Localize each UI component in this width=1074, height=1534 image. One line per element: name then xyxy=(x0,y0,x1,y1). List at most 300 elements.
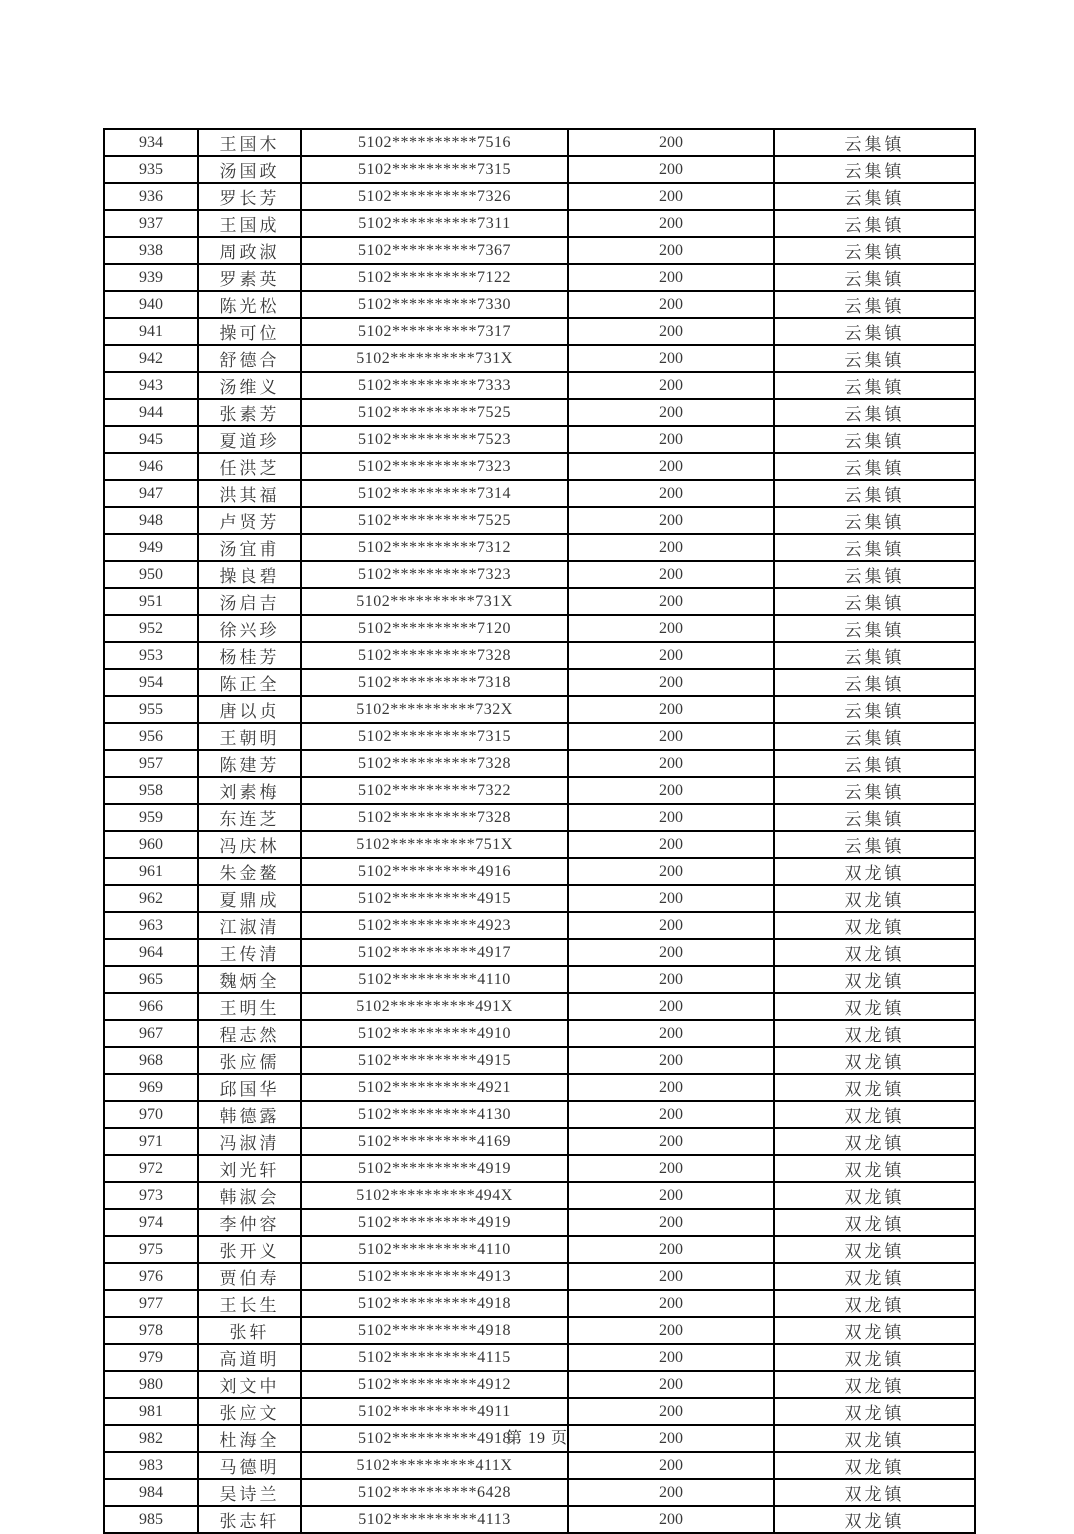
cell-row-number: 975 xyxy=(104,1236,198,1263)
cell-amount: 200 xyxy=(568,777,774,804)
cell-person-name: 张轩 xyxy=(198,1317,301,1344)
cell-amount: 200 xyxy=(568,183,774,210)
cell-id-number: 5102**********4130 xyxy=(301,1101,568,1128)
table-row xyxy=(104,426,975,453)
cell-row-number: 936 xyxy=(104,183,198,210)
cell-row-number: 944 xyxy=(104,399,198,426)
cell-row-number: 949 xyxy=(104,534,198,561)
cell-row-number: 969 xyxy=(104,1074,198,1101)
table-row xyxy=(104,1263,975,1290)
cell-person-name: 邱国华 xyxy=(198,1074,301,1101)
cell-row-number: 960 xyxy=(104,831,198,858)
cell-town: 双龙镇 xyxy=(774,1452,975,1479)
table-row xyxy=(104,453,975,480)
table-row xyxy=(104,156,975,183)
cell-town: 云集镇 xyxy=(774,318,975,345)
cell-row-number: 963 xyxy=(104,912,198,939)
table-row xyxy=(104,1074,975,1101)
cell-town: 云集镇 xyxy=(774,183,975,210)
cell-town: 云集镇 xyxy=(774,426,975,453)
cell-id-number: 5102**********7328 xyxy=(301,750,568,777)
table-row xyxy=(104,129,975,156)
table-row xyxy=(104,1128,975,1155)
cell-amount: 200 xyxy=(568,1506,774,1533)
cell-row-number: 983 xyxy=(104,1452,198,1479)
cell-row-number: 945 xyxy=(104,426,198,453)
cell-amount: 200 xyxy=(568,1074,774,1101)
cell-person-name: 汤国政 xyxy=(198,156,301,183)
cell-amount: 200 xyxy=(568,534,774,561)
table-row xyxy=(104,831,975,858)
table-row xyxy=(104,642,975,669)
cell-person-name: 张志轩 xyxy=(198,1506,301,1533)
cell-amount: 200 xyxy=(568,426,774,453)
cell-amount: 200 xyxy=(568,696,774,723)
cell-amount: 200 xyxy=(568,1263,774,1290)
cell-person-name: 王明生 xyxy=(198,993,301,1020)
cell-town: 云集镇 xyxy=(774,237,975,264)
table-row xyxy=(104,966,975,993)
table-row xyxy=(104,1290,975,1317)
cell-id-number: 5102**********731X xyxy=(301,345,568,372)
cell-amount: 200 xyxy=(568,750,774,777)
cell-amount: 200 xyxy=(568,615,774,642)
table-row xyxy=(104,912,975,939)
cell-id-number: 5102**********7314 xyxy=(301,480,568,507)
cell-town: 云集镇 xyxy=(774,777,975,804)
table-body xyxy=(104,129,975,1533)
cell-id-number: 5102**********7525 xyxy=(301,507,568,534)
cell-person-name: 卢贤芳 xyxy=(198,507,301,534)
cell-person-name: 王国木 xyxy=(198,129,301,156)
cell-town: 云集镇 xyxy=(774,210,975,237)
cell-person-name: 刘素梅 xyxy=(198,777,301,804)
cell-person-name: 高道明 xyxy=(198,1344,301,1371)
cell-town: 云集镇 xyxy=(774,534,975,561)
cell-amount: 200 xyxy=(568,318,774,345)
cell-person-name: 魏炳全 xyxy=(198,966,301,993)
table-row xyxy=(104,318,975,345)
cell-id-number: 5102**********491X xyxy=(301,993,568,1020)
cell-row-number: 955 xyxy=(104,696,198,723)
cell-id-number: 5102**********4912 xyxy=(301,1371,568,1398)
table-row xyxy=(104,210,975,237)
cell-person-name: 任洪芝 xyxy=(198,453,301,480)
table-row xyxy=(104,1209,975,1236)
cell-row-number: 942 xyxy=(104,345,198,372)
cell-row-number: 974 xyxy=(104,1209,198,1236)
cell-amount: 200 xyxy=(568,1128,774,1155)
cell-row-number: 968 xyxy=(104,1047,198,1074)
cell-person-name: 王传清 xyxy=(198,939,301,966)
table-row xyxy=(104,264,975,291)
cell-person-name: 吴诗兰 xyxy=(198,1479,301,1506)
cell-row-number: 971 xyxy=(104,1128,198,1155)
cell-id-number: 5102**********4110 xyxy=(301,966,568,993)
cell-id-number: 5102**********494X xyxy=(301,1182,568,1209)
cell-row-number: 979 xyxy=(104,1344,198,1371)
table-row xyxy=(104,1182,975,1209)
cell-id-number: 5102**********7318 xyxy=(301,669,568,696)
cell-town: 云集镇 xyxy=(774,480,975,507)
cell-id-number: 5102**********4169 xyxy=(301,1128,568,1155)
cell-row-number: 978 xyxy=(104,1317,198,1344)
cell-row-number: 953 xyxy=(104,642,198,669)
cell-id-number: 5102**********4921 xyxy=(301,1074,568,1101)
table-row xyxy=(104,588,975,615)
cell-amount: 200 xyxy=(568,345,774,372)
cell-amount: 200 xyxy=(568,1479,774,1506)
cell-person-name: 操可位 xyxy=(198,318,301,345)
cell-town: 双龙镇 xyxy=(774,1263,975,1290)
cell-person-name: 江淑清 xyxy=(198,912,301,939)
cell-person-name: 韩淑会 xyxy=(198,1182,301,1209)
cell-id-number: 5102**********7317 xyxy=(301,318,568,345)
cell-amount: 200 xyxy=(568,372,774,399)
cell-person-name: 王国成 xyxy=(198,210,301,237)
cell-id-number: 5102**********7330 xyxy=(301,291,568,318)
cell-amount: 200 xyxy=(568,804,774,831)
cell-row-number: 977 xyxy=(104,1290,198,1317)
cell-amount: 200 xyxy=(568,1371,774,1398)
cell-amount: 200 xyxy=(568,885,774,912)
cell-town: 双龙镇 xyxy=(774,1047,975,1074)
cell-person-name: 张应文 xyxy=(198,1398,301,1425)
cell-id-number: 5102**********7120 xyxy=(301,615,568,642)
table-row xyxy=(104,1371,975,1398)
cell-id-number: 5102**********7315 xyxy=(301,723,568,750)
cell-town: 云集镇 xyxy=(774,588,975,615)
cell-town: 云集镇 xyxy=(774,561,975,588)
cell-person-name: 陈光松 xyxy=(198,291,301,318)
cell-town: 双龙镇 xyxy=(774,858,975,885)
cell-id-number: 5102**********7328 xyxy=(301,804,568,831)
cell-town: 云集镇 xyxy=(774,804,975,831)
cell-id-number: 5102**********4115 xyxy=(301,1344,568,1371)
table-row xyxy=(104,507,975,534)
cell-amount: 200 xyxy=(568,1182,774,1209)
cell-id-number: 5102**********732X xyxy=(301,696,568,723)
cell-amount: 200 xyxy=(568,912,774,939)
cell-row-number: 956 xyxy=(104,723,198,750)
cell-person-name: 张素芳 xyxy=(198,399,301,426)
cell-town: 双龙镇 xyxy=(774,966,975,993)
cell-row-number: 957 xyxy=(104,750,198,777)
cell-person-name: 东连芝 xyxy=(198,804,301,831)
cell-town: 双龙镇 xyxy=(774,939,975,966)
cell-row-number: 954 xyxy=(104,669,198,696)
table-row xyxy=(104,1344,975,1371)
table-row xyxy=(104,480,975,507)
cell-id-number: 5102**********4917 xyxy=(301,939,568,966)
table-row xyxy=(104,669,975,696)
cell-person-name: 汤启吉 xyxy=(198,588,301,615)
cell-id-number: 5102**********4913 xyxy=(301,1263,568,1290)
cell-person-name: 汤维义 xyxy=(198,372,301,399)
table-row xyxy=(104,1452,975,1479)
cell-amount: 200 xyxy=(568,588,774,615)
cell-id-number: 5102**********4918 xyxy=(301,1290,568,1317)
table-row xyxy=(104,291,975,318)
cell-amount: 200 xyxy=(568,1452,774,1479)
table-row xyxy=(104,372,975,399)
cell-town: 云集镇 xyxy=(774,669,975,696)
cell-id-number: 5102**********4910 xyxy=(301,1020,568,1047)
cell-person-name: 徐兴珍 xyxy=(198,615,301,642)
cell-id-number: 5102**********4919 xyxy=(301,1155,568,1182)
cell-town: 云集镇 xyxy=(774,291,975,318)
cell-person-name: 杨桂芳 xyxy=(198,642,301,669)
cell-person-name: 程志然 xyxy=(198,1020,301,1047)
cell-row-number: 940 xyxy=(104,291,198,318)
table-row xyxy=(104,1101,975,1128)
cell-amount: 200 xyxy=(568,1209,774,1236)
cell-id-number: 5102**********4915 xyxy=(301,885,568,912)
cell-id-number: 5102**********4110 xyxy=(301,1236,568,1263)
table-row xyxy=(104,804,975,831)
cell-id-number: 5102**********7315 xyxy=(301,156,568,183)
cell-person-name: 杜海全 xyxy=(198,1425,301,1452)
cell-row-number: 941 xyxy=(104,318,198,345)
cell-town: 云集镇 xyxy=(774,615,975,642)
table-row xyxy=(104,561,975,588)
cell-town: 双龙镇 xyxy=(774,1425,975,1452)
cell-id-number: 5102**********4918 xyxy=(301,1425,568,1452)
cell-amount: 200 xyxy=(568,831,774,858)
table-row xyxy=(104,1236,975,1263)
cell-id-number: 5102**********6428 xyxy=(301,1479,568,1506)
cell-id-number: 5102**********4911 xyxy=(301,1398,568,1425)
cell-row-number: 967 xyxy=(104,1020,198,1047)
cell-person-name: 贾伯寿 xyxy=(198,1263,301,1290)
cell-amount: 200 xyxy=(568,291,774,318)
cell-amount: 200 xyxy=(568,966,774,993)
cell-id-number: 5102**********7311 xyxy=(301,210,568,237)
cell-town: 双龙镇 xyxy=(774,1317,975,1344)
cell-id-number: 5102**********4113 xyxy=(301,1506,568,1533)
cell-person-name: 夏鼎成 xyxy=(198,885,301,912)
cell-row-number: 961 xyxy=(104,858,198,885)
table-row xyxy=(104,237,975,264)
cell-town: 云集镇 xyxy=(774,507,975,534)
table-row xyxy=(104,1398,975,1425)
cell-row-number: 938 xyxy=(104,237,198,264)
cell-town: 双龙镇 xyxy=(774,1506,975,1533)
cell-amount: 200 xyxy=(568,669,774,696)
cell-id-number: 5102**********4918 xyxy=(301,1317,568,1344)
cell-row-number: 962 xyxy=(104,885,198,912)
table-row xyxy=(104,993,975,1020)
cell-town: 双龙镇 xyxy=(774,993,975,1020)
cell-id-number: 5102**********4915 xyxy=(301,1047,568,1074)
cell-amount: 200 xyxy=(568,561,774,588)
cell-id-number: 5102**********7333 xyxy=(301,372,568,399)
cell-person-name: 王长生 xyxy=(198,1290,301,1317)
cell-town: 云集镇 xyxy=(774,696,975,723)
cell-amount: 200 xyxy=(568,1398,774,1425)
table-row xyxy=(104,534,975,561)
cell-town: 云集镇 xyxy=(774,156,975,183)
cell-row-number: 984 xyxy=(104,1479,198,1506)
cell-row-number: 972 xyxy=(104,1155,198,1182)
cell-person-name: 汤宜甫 xyxy=(198,534,301,561)
cell-person-name: 冯庆林 xyxy=(198,831,301,858)
cell-town: 双龙镇 xyxy=(774,1020,975,1047)
cell-id-number: 5102**********7326 xyxy=(301,183,568,210)
table-row xyxy=(104,1155,975,1182)
cell-amount: 200 xyxy=(568,129,774,156)
cell-amount: 200 xyxy=(568,858,774,885)
table-row xyxy=(104,345,975,372)
cell-town: 双龙镇 xyxy=(774,1398,975,1425)
cell-id-number: 5102**********7525 xyxy=(301,399,568,426)
cell-town: 双龙镇 xyxy=(774,1479,975,1506)
cell-person-name: 刘光轩 xyxy=(198,1155,301,1182)
cell-person-name: 冯淑清 xyxy=(198,1128,301,1155)
cell-id-number: 5102**********7523 xyxy=(301,426,568,453)
cell-person-name: 周政淑 xyxy=(198,237,301,264)
cell-town: 双龙镇 xyxy=(774,1128,975,1155)
table-row xyxy=(104,1506,975,1533)
cell-id-number: 5102**********7516 xyxy=(301,129,568,156)
cell-town: 云集镇 xyxy=(774,345,975,372)
cell-amount: 200 xyxy=(568,210,774,237)
cell-amount: 200 xyxy=(568,1425,774,1452)
cell-id-number: 5102**********411X xyxy=(301,1452,568,1479)
cell-person-name: 罗长芳 xyxy=(198,183,301,210)
cell-id-number: 5102**********4916 xyxy=(301,858,568,885)
cell-town: 双龙镇 xyxy=(774,1344,975,1371)
cell-town: 双龙镇 xyxy=(774,885,975,912)
table-row xyxy=(104,939,975,966)
cell-town: 双龙镇 xyxy=(774,1236,975,1263)
cell-row-number: 952 xyxy=(104,615,198,642)
cell-id-number: 5102**********7323 xyxy=(301,453,568,480)
cell-row-number: 981 xyxy=(104,1398,198,1425)
cell-person-name: 陈建芳 xyxy=(198,750,301,777)
cell-town: 双龙镇 xyxy=(774,1101,975,1128)
cell-row-number: 959 xyxy=(104,804,198,831)
cell-amount: 200 xyxy=(568,480,774,507)
cell-row-number: 970 xyxy=(104,1101,198,1128)
cell-row-number: 937 xyxy=(104,210,198,237)
cell-town: 双龙镇 xyxy=(774,912,975,939)
cell-row-number: 951 xyxy=(104,588,198,615)
cell-row-number: 982 xyxy=(104,1425,198,1452)
cell-person-name: 李仲容 xyxy=(198,1209,301,1236)
table-row xyxy=(104,183,975,210)
table-row xyxy=(104,1020,975,1047)
cell-row-number: 943 xyxy=(104,372,198,399)
cell-amount: 200 xyxy=(568,237,774,264)
cell-person-name: 张应儒 xyxy=(198,1047,301,1074)
table-row xyxy=(104,1317,975,1344)
cell-town: 云集镇 xyxy=(774,399,975,426)
table-row xyxy=(104,1047,975,1074)
cell-row-number: 946 xyxy=(104,453,198,480)
cell-id-number: 5102**********7323 xyxy=(301,561,568,588)
table-row xyxy=(104,777,975,804)
table-row xyxy=(104,723,975,750)
table-row xyxy=(104,885,975,912)
cell-amount: 200 xyxy=(568,399,774,426)
cell-row-number: 958 xyxy=(104,777,198,804)
cell-amount: 200 xyxy=(568,1047,774,1074)
cell-town: 双龙镇 xyxy=(774,1209,975,1236)
cell-id-number: 5102**********7122 xyxy=(301,264,568,291)
cell-person-name: 操良碧 xyxy=(198,561,301,588)
table-row xyxy=(104,1479,975,1506)
cell-amount: 200 xyxy=(568,1236,774,1263)
cell-person-name: 张开义 xyxy=(198,1236,301,1263)
cell-amount: 200 xyxy=(568,642,774,669)
cell-row-number: 950 xyxy=(104,561,198,588)
cell-person-name: 舒德合 xyxy=(198,345,301,372)
cell-person-name: 夏道珍 xyxy=(198,426,301,453)
cell-row-number: 948 xyxy=(104,507,198,534)
cell-row-number: 973 xyxy=(104,1182,198,1209)
cell-town: 云集镇 xyxy=(774,129,975,156)
cell-town: 云集镇 xyxy=(774,372,975,399)
cell-id-number: 5102**********7328 xyxy=(301,642,568,669)
cell-person-name: 陈正全 xyxy=(198,669,301,696)
cell-town: 云集镇 xyxy=(774,723,975,750)
cell-town: 双龙镇 xyxy=(774,1074,975,1101)
cell-row-number: 966 xyxy=(104,993,198,1020)
cell-amount: 200 xyxy=(568,1344,774,1371)
cell-amount: 200 xyxy=(568,723,774,750)
cell-amount: 200 xyxy=(568,264,774,291)
cell-town: 双龙镇 xyxy=(774,1182,975,1209)
cell-town: 云集镇 xyxy=(774,750,975,777)
cell-person-name: 洪其福 xyxy=(198,480,301,507)
cell-amount: 200 xyxy=(568,453,774,480)
cell-town: 双龙镇 xyxy=(774,1155,975,1182)
cell-amount: 200 xyxy=(568,156,774,183)
cell-town: 云集镇 xyxy=(774,642,975,669)
cell-id-number: 5102**********7367 xyxy=(301,237,568,264)
cell-row-number: 934 xyxy=(104,129,198,156)
cell-row-number: 965 xyxy=(104,966,198,993)
cell-row-number: 939 xyxy=(104,264,198,291)
cell-id-number: 5102**********4923 xyxy=(301,912,568,939)
cell-person-name: 王朝明 xyxy=(198,723,301,750)
cell-town: 双龙镇 xyxy=(774,1290,975,1317)
table-row xyxy=(104,858,975,885)
cell-amount: 200 xyxy=(568,993,774,1020)
table-row xyxy=(104,696,975,723)
cell-town: 云集镇 xyxy=(774,453,975,480)
cell-amount: 200 xyxy=(568,1020,774,1047)
table-row xyxy=(104,615,975,642)
cell-person-name: 马德明 xyxy=(198,1452,301,1479)
cell-amount: 200 xyxy=(568,1155,774,1182)
payment-roster-table xyxy=(103,128,976,1534)
cell-id-number: 5102**********7312 xyxy=(301,534,568,561)
cell-id-number: 5102**********7322 xyxy=(301,777,568,804)
cell-town: 云集镇 xyxy=(774,831,975,858)
cell-row-number: 985 xyxy=(104,1506,198,1533)
cell-person-name: 唐以贞 xyxy=(198,696,301,723)
table-row xyxy=(104,750,975,777)
cell-row-number: 976 xyxy=(104,1263,198,1290)
cell-town: 双龙镇 xyxy=(774,1371,975,1398)
cell-person-name: 罗素英 xyxy=(198,264,301,291)
cell-person-name: 韩德露 xyxy=(198,1101,301,1128)
cell-town: 云集镇 xyxy=(774,264,975,291)
cell-id-number: 5102**********4919 xyxy=(301,1209,568,1236)
cell-id-number: 5102**********751X xyxy=(301,831,568,858)
